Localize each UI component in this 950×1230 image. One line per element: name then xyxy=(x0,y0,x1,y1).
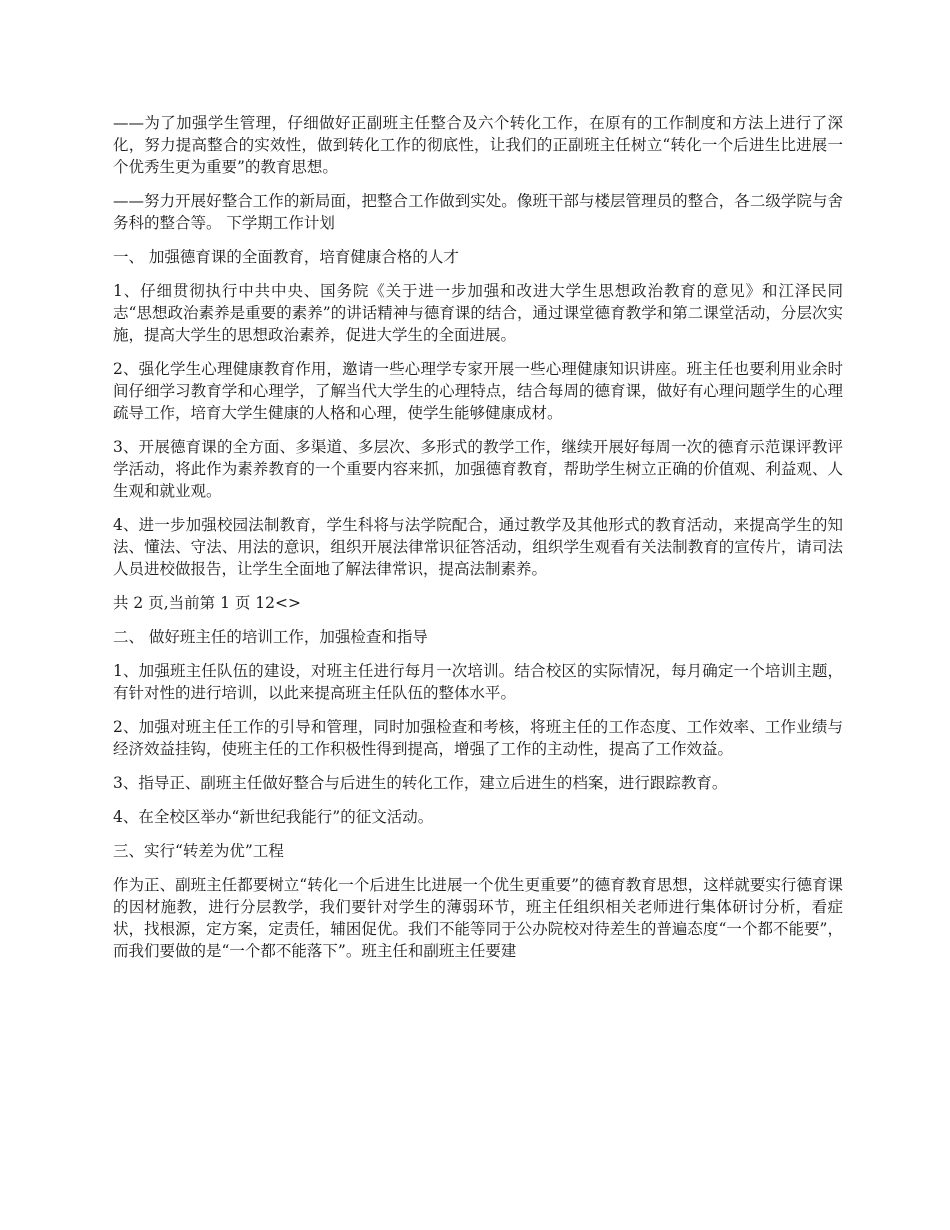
paragraph-2-3: 3、指导正、副班主任做好整合与后进生的转化工作，建立后进生的档案，进行跟踪教育。 xyxy=(113,774,728,792)
page-indicator: 共 2 页,当前第 1 页 12<> xyxy=(113,594,301,612)
paragraph-1-3: 3、开展德育课的全方面、多渠道、多层次、多形式的教学工作，继续开展好每周一次的德育示范课评教评学活动，将此作为素养教育的一个重要内容来抓，加强德育教育，帮助学生树立正确的价值观、利益观、人生观和就业观。 xyxy=(113,438,843,500)
paragraph-2-2: 2、加强对班主任工作的引导和管理，同时加强检查和考核，将班主任的工作态度、工作效率、工作业绩与经济效益挂钩，使班主任的工作积极性得到提高，增强了工作的主动性，提高了工作效益。 xyxy=(113,718,843,758)
section-heading-3: 三、实行“转差为优”工程 xyxy=(113,842,284,860)
document-body xyxy=(113,112,843,974)
section-heading-1: 一、 加强德育课的全面教育，培育健康合格的人才 xyxy=(113,248,459,266)
paragraph-intro-2: ——努力开展好整合工作的新局面，把整合工作做到实处。像班干部与楼层管理员的整合，各二级学院与舍务科的整合等。 下学期工作计划 xyxy=(113,192,843,232)
paragraph-3-1: 作为正、副班主任都要树立“转化一个后进生比进展一个优生更重要”的德育教育思想，这样就要实行德育课的因材施教，进行分层教学，我们要针对学生的薄弱环节，班主任组织相关老师进行集体研讨分析，看症状，找根源，定方案，定责任，辅困促优。我们不能等同于公办院校对待差生的普遍态度“一个都不能要”，而我们要做的是“一个都不能落下”。班主任和副班主任要建 xyxy=(113,876,843,960)
paragraph-intro-1: ——为了加强学生管理，仔细做好正副班主任整合及六个转化工作，在原有的工作制度和方法上进行了深化，努力提高整合的实效性，做到转化工作的彻底性，让我们的正副班主任树立“转化一个后进生比进展一个优秀生更为重要”的教育思想。 xyxy=(113,114,843,176)
paragraph-2-4: 4、在全校区举办“新世纪我能行”的征文活动。 xyxy=(113,808,434,826)
paragraph-1-1: 1、仔细贯彻执行中共中央、国务院《关于进一步加强和改进大学生思想政治教育的意见》和江泽民同志“思想政治素养是重要的素养”的讲话精神与德育课的结合，通过课堂德育教学和第二课堂活动，分层次实施，提高大学生的思想政治素养，促进大学生的全面进展。 xyxy=(113,282,843,344)
paragraph-1-2: 2、强化学生心理健康教育作用，邀请一些心理学专家开展一些心理健康知识讲座。班主任也要利用业余时间仔细学习教育学和心理学，了解当代大学生的心理特点，结合每周的德育课，做好有心理问题学生的心理疏导工作，培育大学生健康的人格和心理，使学生能够健康成材。 xyxy=(113,360,843,422)
paragraph-2-1: 1、加强班主任队伍的建设，对班主任进行每月一次培训。结合校区的实际情况，每月确定一个培训主题，有针对性的进行培训，以此来提高班主任队伍的整体水平。 xyxy=(113,662,843,702)
paragraph-1-4: 4、进一步加强校园法制教育，学生科将与法学院配合，通过教学及其他形式的教育活动，来提高学生的知法、懂法、守法、用法的意识，组织开展法律常识征答活动，组织学生观看有关法制教育的宣传片，请司法人员进校做报告，让学生全面地了解法律常识，提高法制素养。 xyxy=(113,516,843,578)
section-heading-2: 二、 做好班主任的培训工作，加强检查和指导 xyxy=(113,628,428,646)
